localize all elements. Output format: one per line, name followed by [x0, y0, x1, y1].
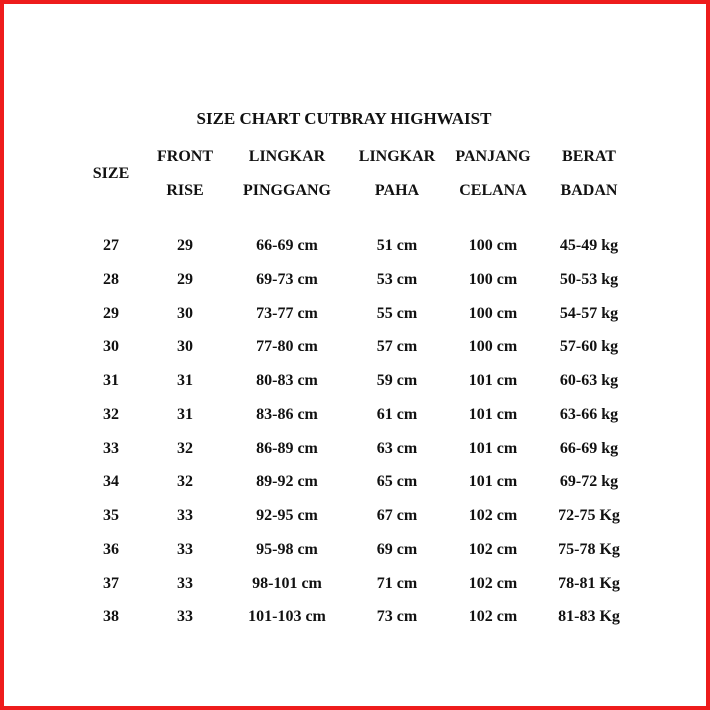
cell-length: 102 cm — [468, 540, 518, 558]
cell-thigh: 53 cm — [376, 270, 418, 288]
cell-length: 101 cm — [468, 439, 518, 457]
cell-waist: 98-101 cm — [252, 574, 322, 592]
cell-size: 28 — [103, 270, 119, 288]
cell-front-rise: 32 — [177, 473, 193, 491]
cell-length: 101 cm — [468, 405, 518, 423]
cell-length: 100 cm — [468, 304, 518, 322]
cell-length: 100 cm — [468, 237, 518, 254]
cell-waist: 89-92 cm — [256, 473, 318, 491]
cell-thigh: 55 cm — [376, 304, 418, 322]
header-length-2: CELANA — [459, 182, 527, 199]
cell-waist: 73-77 cm — [256, 304, 318, 322]
cell-front-rise: 33 — [177, 507, 193, 524]
cell-front-rise: 31 — [177, 405, 193, 423]
cell-front-rise: 29 — [177, 270, 193, 288]
header-waist-2: PINGGANG — [243, 182, 331, 199]
cell-size: 33 — [103, 439, 119, 457]
cell-front-rise: 30 — [177, 304, 193, 322]
header-length-1: PANJANG — [455, 148, 531, 165]
cell-weight: 45-49 kg — [559, 237, 619, 254]
cell-waist: 86-89 cm — [256, 439, 318, 457]
cell-thigh: 59 cm — [376, 372, 418, 389]
header-front-rise-2: RISE — [166, 182, 204, 199]
cell-waist: 69-73 cm — [256, 270, 318, 288]
cell-weight: 78-81 Kg — [558, 574, 620, 592]
cell-front-rise: 32 — [177, 439, 193, 457]
cell-size: 27 — [103, 237, 119, 254]
cell-waist: 66-69 cm — [256, 237, 318, 254]
cell-thigh: 73 cm — [376, 608, 418, 626]
header-size: SIZE — [92, 165, 130, 182]
header-weight-1: BERAT — [562, 148, 616, 165]
cell-weight: 81-83 Kg — [558, 608, 620, 626]
cell-front-rise: 31 — [177, 372, 193, 389]
cell-weight: 75-78 Kg — [558, 540, 620, 558]
cell-thigh: 61 cm — [376, 405, 418, 423]
cell-length: 102 cm — [468, 507, 518, 524]
cell-front-rise: 29 — [177, 237, 193, 254]
page-title: SIZE CHART CUTBRAY HIGHWAIST — [196, 109, 492, 128]
cell-front-rise: 33 — [177, 540, 193, 558]
cell-thigh: 51 cm — [376, 237, 418, 254]
cell-length: 102 cm — [468, 608, 518, 626]
header-waist-1: LINGKAR — [248, 148, 326, 165]
cell-front-rise: 33 — [177, 574, 193, 592]
cell-size: 36 — [103, 540, 119, 558]
cell-length: 100 cm — [468, 338, 518, 356]
cell-thigh: 63 cm — [376, 439, 418, 457]
cell-thigh: 57 cm — [376, 338, 418, 356]
cell-thigh: 67 cm — [376, 507, 418, 524]
cell-front-rise: 30 — [177, 338, 193, 356]
cell-size: 30 — [103, 338, 119, 356]
header-thigh-1: LINGKAR — [358, 148, 436, 165]
cell-thigh: 69 cm — [376, 540, 418, 558]
cell-waist: 80-83 cm — [256, 372, 318, 389]
cell-weight: 69-72 kg — [559, 473, 619, 491]
header-weight-2: BADAN — [560, 182, 618, 199]
cell-waist: 95-98 cm — [256, 540, 318, 558]
cell-size: 31 — [103, 372, 119, 389]
cell-weight: 57-60 kg — [559, 338, 619, 356]
cell-length: 100 cm — [468, 270, 518, 288]
cell-size: 38 — [103, 608, 119, 626]
cell-length: 101 cm — [468, 372, 518, 389]
cell-waist: 77-80 cm — [256, 338, 318, 356]
cell-weight: 54-57 kg — [559, 304, 619, 322]
cell-waist: 83-86 cm — [256, 405, 318, 423]
cell-size: 34 — [103, 473, 119, 491]
cell-waist: 92-95 cm — [256, 507, 318, 524]
cell-size: 32 — [103, 405, 119, 423]
header-front-rise-1: FRONT — [157, 148, 213, 165]
cell-waist: 101-103 cm — [248, 608, 326, 626]
header-thigh-2: PAHA — [374, 182, 420, 199]
cell-size: 35 — [103, 507, 119, 524]
cell-weight: 60-63 kg — [559, 372, 619, 389]
cell-weight: 66-69 kg — [559, 439, 619, 457]
cell-front-rise: 33 — [177, 608, 193, 626]
cell-size: 37 — [103, 574, 119, 592]
cell-weight: 63-66 kg — [559, 405, 619, 423]
cell-thigh: 71 cm — [376, 574, 418, 592]
cell-weight: 72-75 Kg — [558, 507, 620, 524]
cell-length: 101 cm — [468, 473, 518, 491]
cell-size: 29 — [103, 304, 119, 322]
cell-length: 102 cm — [468, 574, 518, 592]
cell-weight: 50-53 kg — [559, 270, 619, 288]
cell-thigh: 65 cm — [376, 473, 418, 491]
